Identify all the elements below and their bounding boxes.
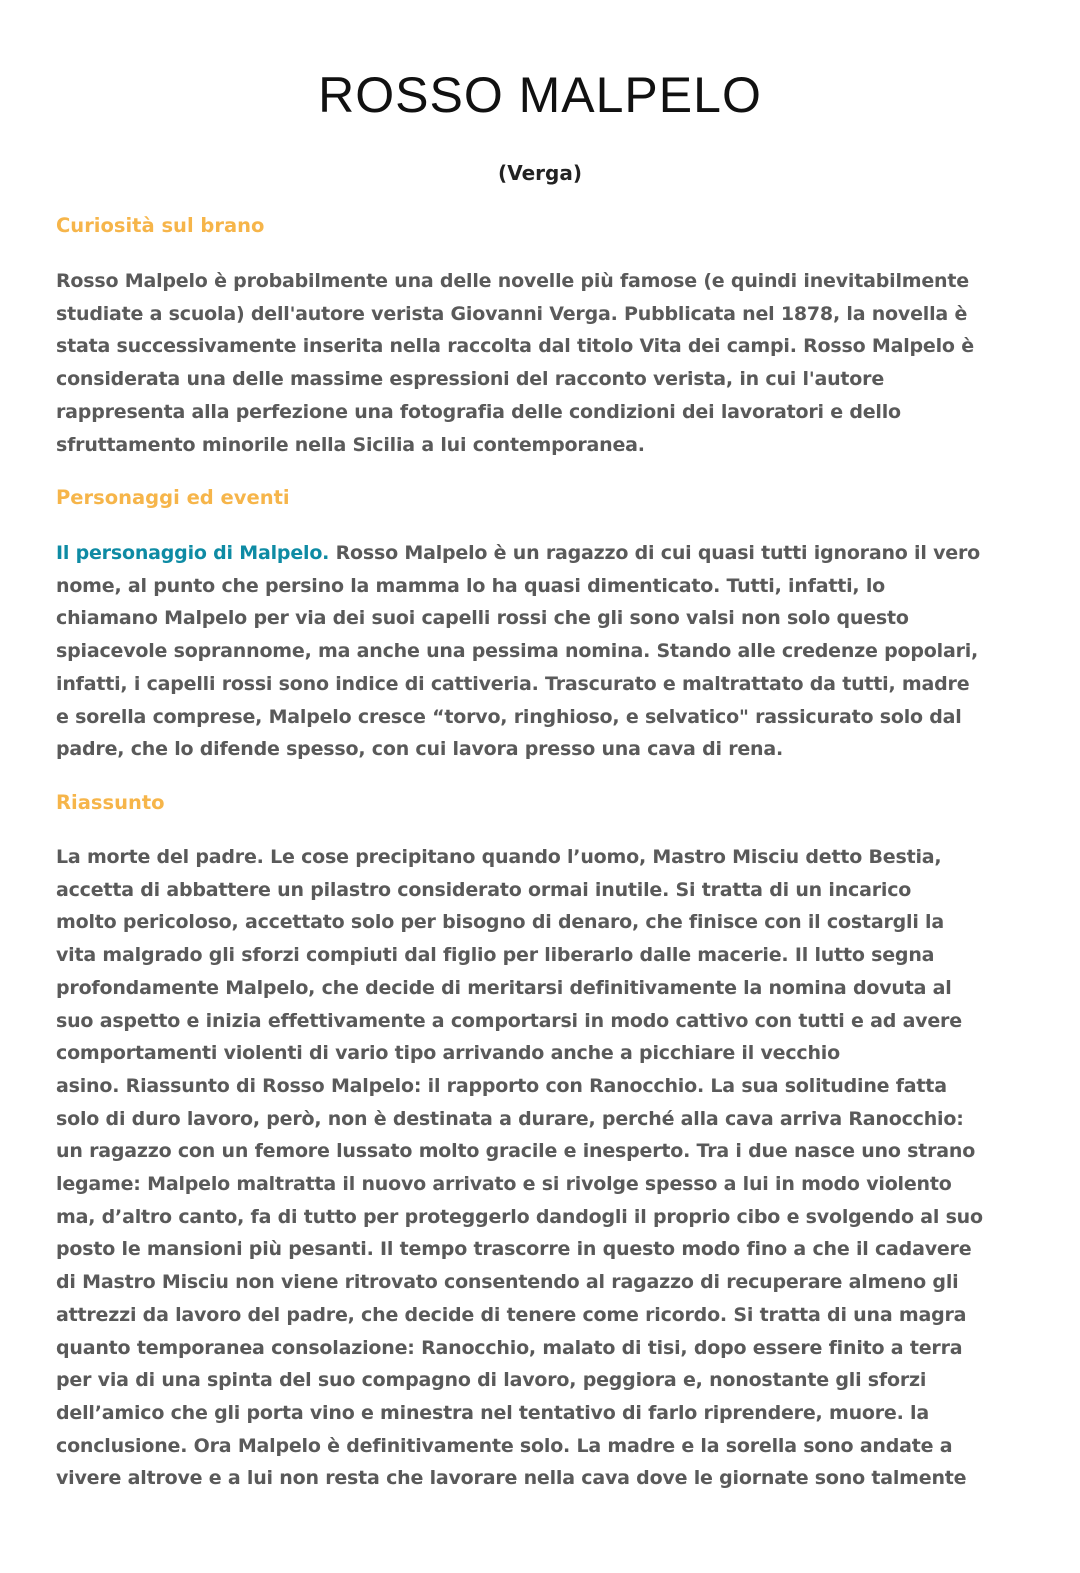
- paragraph-personaggi: [56, 537, 1024, 766]
- paragraph-line: e sorella comprese, Malpelo cresce “torvo, ringhioso, e selvatico" rassicurato solo dal: [56, 705, 962, 728]
- page-title: ROSSO MALPELO: [318, 67, 762, 123]
- section-heading-curiosita: Curiosità sul brano: [56, 214, 265, 237]
- paragraph-line: ma, d’altro canto, fa di tutto per proteggerlo dandogli il proprio cibo e svolgendo al suo: [56, 1205, 983, 1228]
- paragraph-line: legame: Malpelo maltratta il nuovo arrivato e si rivolge spesso a lui in modo violento: [56, 1173, 952, 1196]
- paragraph-line: La morte del padre. Le cose precipitano quando l’uomo, Mastro Misciu detto Bestia,: [56, 846, 942, 868]
- paragraph-line: quanto temporanea consolazione: Ranocchio, malato di tisi, dopo essere finito a terra: [56, 1336, 963, 1359]
- paragraph-line: attrezzi da lavoro del padre, che decide di tenere come ricordo. Si tratta di una magra: [56, 1303, 967, 1326]
- paragraph-line: di Mastro Misciu non viene ritrovato consentendo al ragazzo di recuperare almeno gli: [56, 1271, 959, 1294]
- paragraph-curiosita: [56, 265, 1024, 461]
- paragraph-line: infatti, i capelli rossi sono indice di cattiveria. Trascurato e maltrattato da tutti, madre: [56, 672, 970, 695]
- paragraph-line: studiate a scuola) dell'autore verista Giovanni Verga. Pubblicata nel 1878, la novella è: [56, 302, 968, 325]
- paragraph-line: per via di una spinta del suo compagno di lavoro, peggiora e, nonostante gli sforzi: [56, 1369, 927, 1392]
- paragraph-line: nome, al punto che persino la mamma lo ha quasi dimenticato. Tutti, infatti, lo: [56, 574, 886, 597]
- section-heading-riassunto: Riassunto: [56, 791, 165, 814]
- paragraph-line: [56, 537, 1024, 570]
- section-heading-personaggi: Personaggi ed eventi: [56, 486, 290, 509]
- paragraph-line: padre, che lo difende spesso, con cui lavora presso una cava di rena.: [56, 738, 784, 761]
- paragraph-line: sfruttamento minorile nella Sicilia a lui contemporanea.: [56, 433, 645, 456]
- paragraph-line-rest: Rosso Malpelo è un ragazzo di cui quasi tutti ignorano il vero: [329, 542, 980, 564]
- paragraph-riassunto: [56, 841, 1024, 1495]
- paragraph-lead: Il personaggio di Malpelo.: [56, 542, 330, 564]
- paragraph-line: un ragazzo con un femore lussato molto gracile e inesperto. Tra i due nasce uno strano: [56, 1140, 976, 1163]
- paragraph-line: molto pericoloso, accettato solo per bisogno di denaro, che finisce con il costargli la: [56, 911, 944, 934]
- paragraph-line: stata successivamente inserita nella raccolta dal titolo Vita dei campi. Rosso Malpelo è: [56, 335, 974, 358]
- paragraph-line: chiamano Malpelo per via dei suoi capelli rossi che gli sono valsi non solo questo: [56, 607, 909, 630]
- paragraph-line: Rosso Malpelo è probabilmente una delle novelle più famose (e quindi inevitabilmente: [56, 270, 969, 292]
- paragraph-line: solo di duro lavoro, però, non è destinata a durare, perché alla cava arriva Ranocchio:: [56, 1107, 964, 1130]
- paragraph-line: profondamente Malpelo, che decide di meritarsi definitivamente la nomina dovuta al: [56, 976, 952, 999]
- paragraph-line: posto le mansioni più pesanti. Il tempo trascorre in questo modo fino a che il cadavere: [56, 1238, 972, 1261]
- paragraph-line: considerata una delle massime espressioni del racconto verista, in cui l'autore: [56, 368, 885, 391]
- paragraph-line: vivere altrove e a lui non resta che lavorare nella cava dove le giornate sono talmente: [56, 1467, 967, 1490]
- author-subtitle: (Verga): [498, 161, 582, 185]
- paragraph-line: asino. Riassunto di Rosso Malpelo: il rapporto con Ranocchio. La sua solitudine fatta: [56, 1074, 947, 1097]
- paragraph-line: comportamenti violenti di vario tipo arrivando anche a picchiare il vecchio: [56, 1042, 840, 1065]
- paragraph-line: suo aspetto e inizia effettivamente a comportarsi in modo cattivo con tutti e ad avere: [56, 1009, 962, 1032]
- paragraph-line: rappresenta alla perfezione una fotografia delle condizioni dei lavoratori e dello: [56, 400, 901, 423]
- paragraph-line: conclusione. Ora Malpelo è definitivamente solo. La madre e la sorella sono andate a: [56, 1434, 953, 1457]
- paragraph-line: spiacevole soprannome, ma anche una pessima nomina. Stando alle credenze popolari,: [56, 640, 979, 663]
- paragraph-line: dell’amico che gli porta vino e minestra nel tentativo di farlo riprendere, muore. la: [56, 1401, 929, 1424]
- paragraph-line: accetta di abbattere un pilastro considerato ormai inutile. Si tratta di un incarico: [56, 878, 912, 901]
- paragraph-line: vita malgrado gli sforzi compiuti dal figlio per liberarlo dalle macerie. Il lutto segna: [56, 944, 935, 967]
